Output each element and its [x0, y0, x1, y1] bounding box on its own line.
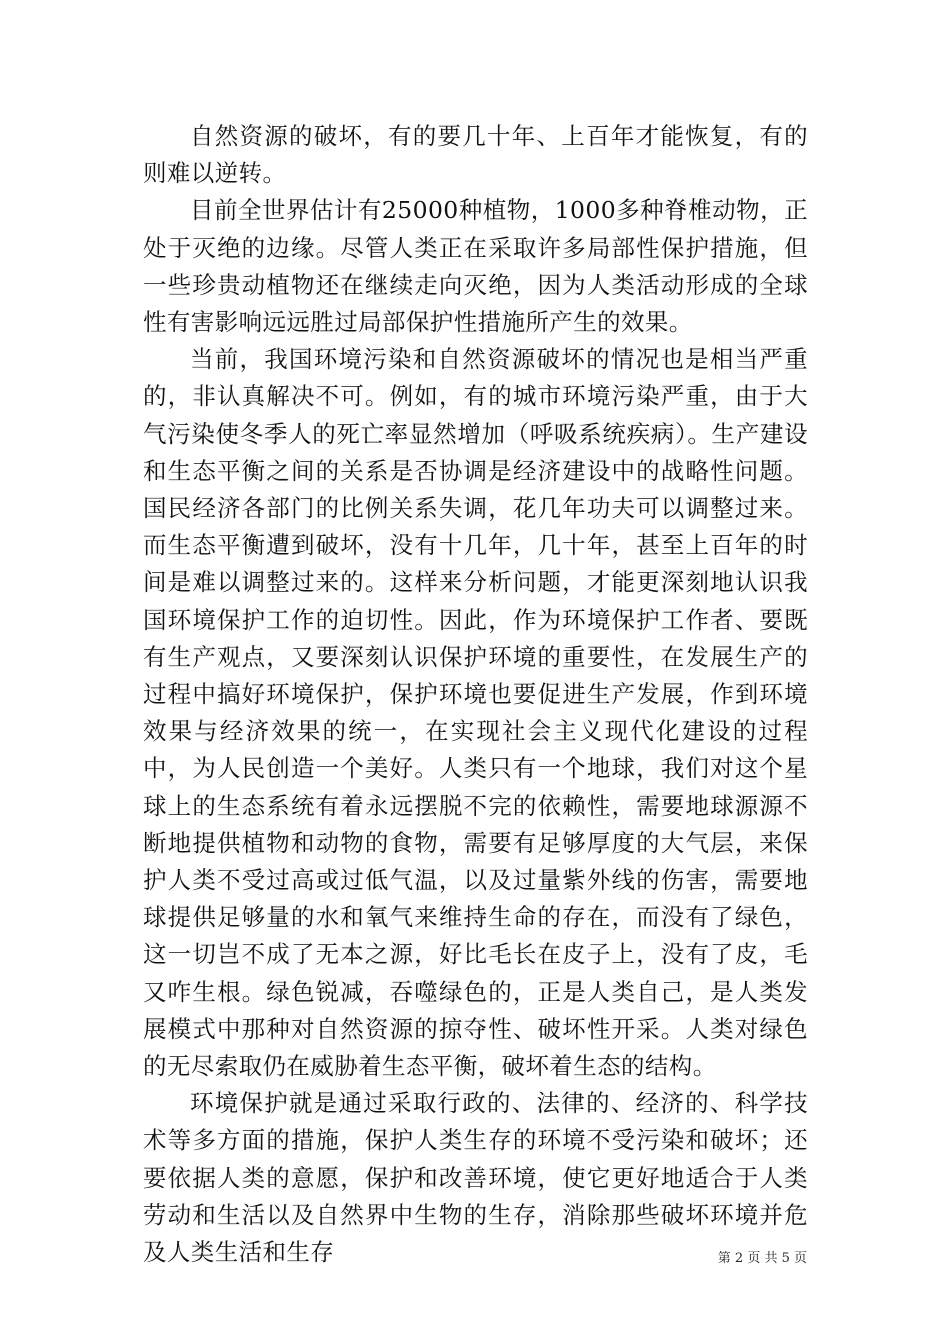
paragraph-2: 目前全世界估计有25000种植物，1000多种脊椎动物，正处于灭绝的边缘。尽管人类正在采取许多局部性保护措施，但一些珍贵动植物还在继续走向灭绝，因为人类活动形成的全球性有害影响远远胜过局部保护性措施所产生的效果。	[143, 196, 808, 337]
paragraph-1: 自然资源的破坏，有的要几十年、上百年才能恢复，有的则难以逆转。	[143, 122, 808, 188]
paragraph-3: 当前，我国环境污染和自然资源破坏的情况也是相当严重的，非认真解决不可。例如，有的城市环境污染严重，由于大气污染使冬季人的死亡率显然增加（呼吸系统疾病）。生产建设和生态平衡之间的关系是否协调是经济建设中的战略性问题。国民经济各部门的比例关系失调，花几年功夫可以调整过来。而生态平衡遭到破坏，没有十几年，几十年，甚至上百年的时间是难以调整过来的。这样来分析问题，才能更深刻地认识我国环境保护工作的迫切性。因此，作为环境保护工作者、要既有生产观点，又要深刻认识保护环境的重要性，在发展生产的过程中搞好环境保护，保护环境也要促进生产发展，作到环境效果与经济效果的统一，在实现社会主义现代化建设的过程中，为人民创造一个美好。人类只有一个地球，我们对这个星球上的生态系统有着永远摆脱不完的依赖性，需要地球源源不断地提供植物和动物的食物，需要有足够厚度的大气层，来保护人类不受过高或过低气温，以及过量紫外线的伤害，需要地球提供足够量的水和氧气来维持生命的存在，而没有了绿色，这一切岂不成了无本之源，好比毛长在皮子上，没有了皮，毛又咋生根。绿色锐减，吞噬绿色的，正是人类自己，是人类发展模式中那种对自然资源的掠夺性、破坏性开采。人类对绿色的无尽索取仍在威胁着生态平衡，破坏着生态的结构。	[143, 345, 808, 1081]
paragraph-4: 环境保护就是通过采取行政的、法律的、经济的、科学技术等多方面的措施，保护人类生存的环境不受污染和破坏；还要依据人类的意愿，保护和改善环境，使它更好地适合于人类劳动和生活以及自然界中生物的生存，消除那些破坏环境并危及人类生活和生存	[143, 1089, 808, 1267]
document-body	[143, 118, 808, 1271]
page-number-footer: 第 2 页 共 5 页	[717, 1251, 807, 1266]
